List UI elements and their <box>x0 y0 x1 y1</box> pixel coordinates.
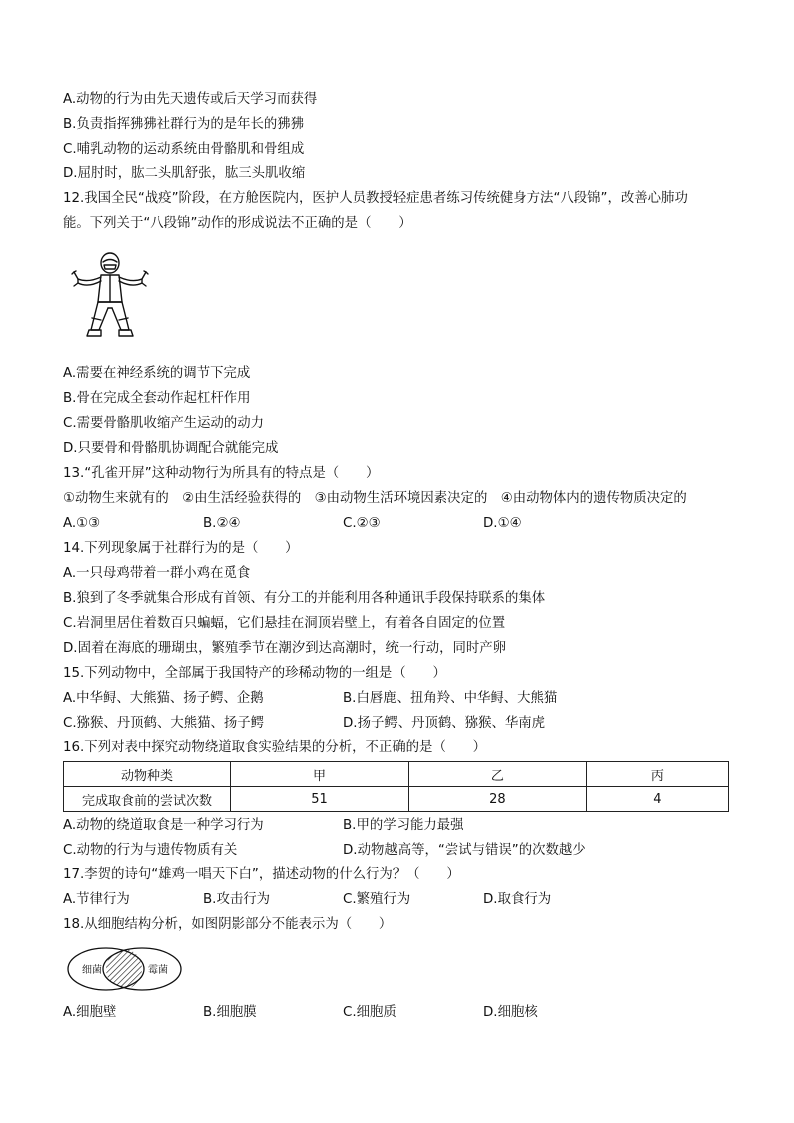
table-cell: 28 <box>408 787 586 812</box>
q15-option-b: B.白唇鹿、扭角羚、中华鲟、大熊猫 <box>343 691 558 706</box>
q16-stem: 16.下列对表中探究动物绕道取食实验结果的分析，不正确的是（ ） <box>63 740 487 755</box>
q11-option-b: B.负责指挥狒狒社群行为的是年长的狒狒 <box>63 117 305 132</box>
venn-right-label: 霉菌 <box>148 965 168 976</box>
q15-option-a: A.中华鲟、大熊猫、扬子鳄、企鹅 <box>63 691 264 706</box>
q17-option-a: A.节律行为 <box>63 892 130 907</box>
q12-option-c: C.需要骨骼肌收缩产生运动的动力 <box>63 416 265 431</box>
q14-option-b: B.狼到了冬季就集合形成有首领、有分工的并能利用各种通讯手段保持联系的集体 <box>63 591 546 606</box>
q17-option-d: D.取食行为 <box>483 892 552 907</box>
q13-option-d: D.①④ <box>483 516 522 531</box>
q13-option-a: A.①③ <box>63 516 101 531</box>
experiment-table <box>63 761 729 812</box>
q18-option-b: B.细胞膜 <box>203 1005 257 1020</box>
venn-left-label: 细菌 <box>82 965 102 976</box>
q14-option-d: D.固着在海底的珊瑚虫，繁殖季节在潮汐到达高潮时，统一行动，同时产卵 <box>63 641 507 656</box>
q14-stem: 14.下列现象属于社群行为的是（ ） <box>63 541 299 556</box>
q18-stem: 18.从细胞结构分析，如图阴影部分不能表示为（ ） <box>63 917 393 932</box>
q12-stem-line2: 能。下列关于“八段锦”动作的形成说法不正确的是（ ） <box>63 216 412 231</box>
q17-option-c: C.繁殖行为 <box>343 892 411 907</box>
q12-stem-line1: 12.我国全民“战疫”阶段，在方舱医院内，医护人员教授轻症患者练习传统健身方法“八段锦”，改善心肺功 <box>63 191 688 206</box>
table-header-cell: 丙 <box>586 762 728 787</box>
table-cell: 4 <box>586 787 728 812</box>
table-header-cell: 动物种类 <box>64 762 231 787</box>
q12-option-b: B.骨在完成全套动作起杠杆作用 <box>63 391 251 406</box>
venn-diagram <box>66 945 184 997</box>
table-cell: 51 <box>231 787 409 812</box>
q18-option-a: A.细胞壁 <box>63 1005 117 1020</box>
q18-option-c: C.细胞质 <box>343 1005 397 1020</box>
q13-option-c: C.②③ <box>343 516 381 531</box>
q15-option-d: D.扬子鳄、丹顶鹤、猕猴、华南虎 <box>343 716 546 731</box>
table-row <box>64 787 729 812</box>
q16-option-b: B.甲的学习能力最强 <box>343 818 464 833</box>
q18-option-d: D.细胞核 <box>483 1005 538 1020</box>
q12-option-a: A.需要在神经系统的调节下完成 <box>63 366 251 381</box>
q14-option-c: C.岩洞里居住着数百只蝙蝠，它们悬挂在洞顶岩壁上，有着各自固定的位置 <box>63 616 506 631</box>
q16-option-a: A.动物的绕道取食是一种学习行为 <box>63 818 264 833</box>
q11-option-c: C.哺乳动物的运动系统由骨骼肌和骨组成 <box>63 142 305 157</box>
q16-option-d: D.动物越高等，“尝试与错误”的次数越少 <box>343 843 586 858</box>
q15-option-c: C.猕猴、丹顶鹤、大熊猫、扬子鳄 <box>63 716 265 731</box>
q17-stem: 17.李贺的诗句“雄鸡一唱天下白”，描述动物的什么行为？（ ） <box>63 867 460 882</box>
q14-option-a: A.一只母鸡带着一群小鸡在觅食 <box>63 566 251 581</box>
table-header-cell: 甲 <box>231 762 409 787</box>
table-header-cell: 乙 <box>408 762 586 787</box>
q11-option-a: A.动物的行为由先天遗传或后天学习而获得 <box>63 92 318 107</box>
baduanjin-figure <box>68 250 152 352</box>
q16-option-c: C.动物的行为与遗传物质有关 <box>63 843 238 858</box>
q13-option-b: B.②④ <box>203 516 241 531</box>
q13-items: ①动物生来就有的 ②由生活经验获得的 ③由动物生活环境因素决定的 ④由动物体内的遗传物质决定的 <box>63 491 687 506</box>
table-header-row <box>64 762 729 787</box>
q15-stem: 15.下列动物中，全部属于我国特产的珍稀动物的一组是（ ） <box>63 666 446 681</box>
q13-stem: 13.“孔雀开屏”这种动物行为所具有的特点是（ ） <box>63 466 380 481</box>
table-cell: 完成取食前的尝试次数 <box>64 787 231 812</box>
q17-option-b: B.攻击行为 <box>203 892 271 907</box>
q11-option-d: D.屈肘时，肱二头肌舒张，肱三头肌收缩 <box>63 166 306 181</box>
q12-option-d: D.只要骨和骨骼肌协调配合就能完成 <box>63 441 279 456</box>
